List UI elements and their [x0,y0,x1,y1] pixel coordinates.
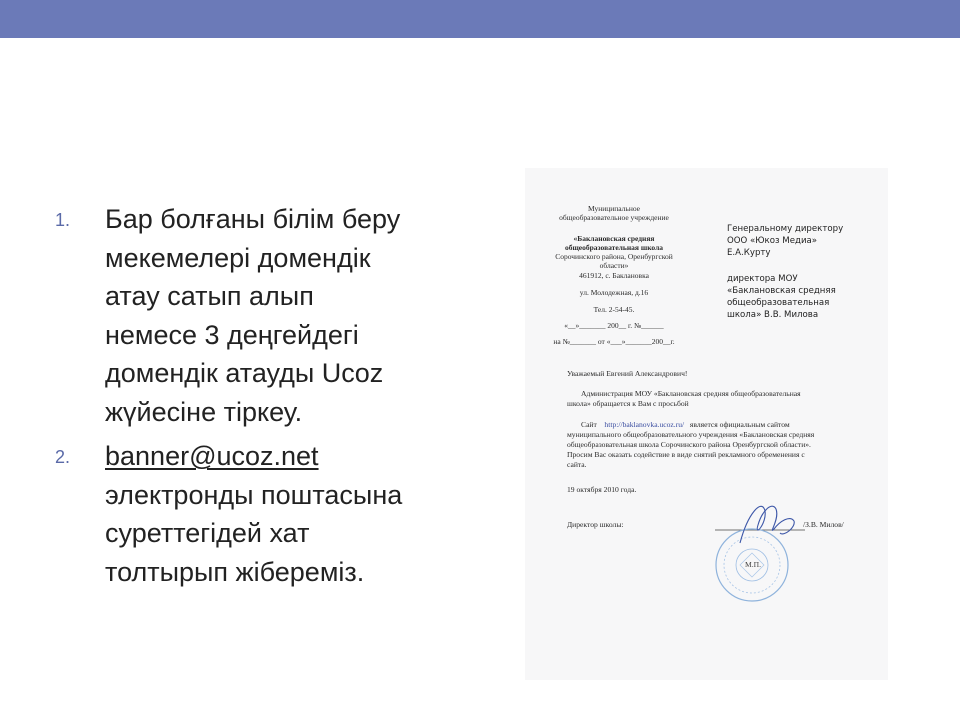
list-item-line: мекемелері домендік [105,242,371,273]
letter-addressee-line: директора МОУ [727,274,798,284]
letter-signature-label: Директор школы: [567,520,624,529]
letter-addressee-line: общеобразовательная [727,298,830,308]
letter-body-line: муниципального общеобразовательного учреждения «Баклановская средняя [567,430,815,439]
scanned-letter-image [525,168,888,680]
letter-addressee-line: «Баклановская средняя [727,286,836,296]
letter-body-line: школа» обращается к Вам с просьбой [567,399,689,408]
letter-addressee-line: Е.А.Курту [727,248,771,258]
list-item-line: немесе 3 деңгейдегі [105,319,359,350]
letter-sender-line: общеобразовательное учреждение [559,213,669,222]
email-link[interactable]: banner@ucoz.net [105,441,319,471]
signature-and-stamp-graphic [710,493,830,623]
letter-sender-line: «__»_______ 200__ г. №______ [564,321,664,330]
list-item-line: домендік атауды Ucoz [105,358,384,388]
letter-addressee-line: школа» В.В. Милова [727,310,819,320]
handwritten-signature [740,506,794,543]
letter-body-text: является официальным сайтом [689,420,790,429]
letter-body-line: Просим Вас оказать содействие в виде снятий рекламного обременения с [567,450,805,459]
letter-sender-line: Муниципальное [587,204,641,213]
letter-addressee-line: ООО «Юкоз Медиа» [727,236,818,246]
letter-date: 19 октября 2010 года. [567,485,637,494]
letter-addressee-line: Генеральному директору [727,224,844,234]
list-item [55,200,475,431]
letter-site-link: http://baklanovka.ucoz.ru/ [604,420,685,429]
letter-sender-line: Сорочинского района, Оренбургской [555,252,673,261]
letter-signature-name: /З.В. Милов/ [803,520,844,529]
letter-sender-line: Тел. 2-54-45. [593,305,635,314]
letter-greeting: Уважаемый Евгений Александрович! [567,369,688,378]
list-number: 2. [55,447,71,467]
letter-body-line [581,420,790,430]
letter-sender-line: ул. Молодежная, д.16 [579,288,649,297]
letter-sender-line: на №_______ от «___»_______200__г. [553,337,675,346]
list-item-line: толтырып жібереміз. [105,556,365,587]
letter-body-line: общеобразовательная школа Сорочинского района Оренбургской области». [567,440,811,449]
list-item-line: суреттегідей хат [105,518,310,548]
stamp-label: М.П. [745,560,762,569]
list-item-line: атау сатып алып [105,281,314,311]
list-item-line: Бар болғаны білім беру [105,204,401,234]
list-item-line: жүйесіне тіркеу. [105,396,303,427]
letter-sender-line: области» [599,261,629,270]
list-number: 1. [55,210,71,230]
list-item [55,437,475,591]
letter-sender-line: «Баклановская средняя [573,234,655,243]
letter-sender-line: 461912, с. Баклановка [579,271,649,280]
list-item-line: электронды поштасына [105,479,403,510]
letter-body-line: сайта. [567,460,587,469]
letter-sender-line: общеобразовательная школа [564,243,664,252]
slide-bullet-list [55,200,475,591]
letter-body-text: Сайт [581,420,597,429]
letter-body-line: Администрация МОУ «Баклановская средняя общеобразовательная [581,389,801,398]
top-accent-bar [0,0,960,38]
